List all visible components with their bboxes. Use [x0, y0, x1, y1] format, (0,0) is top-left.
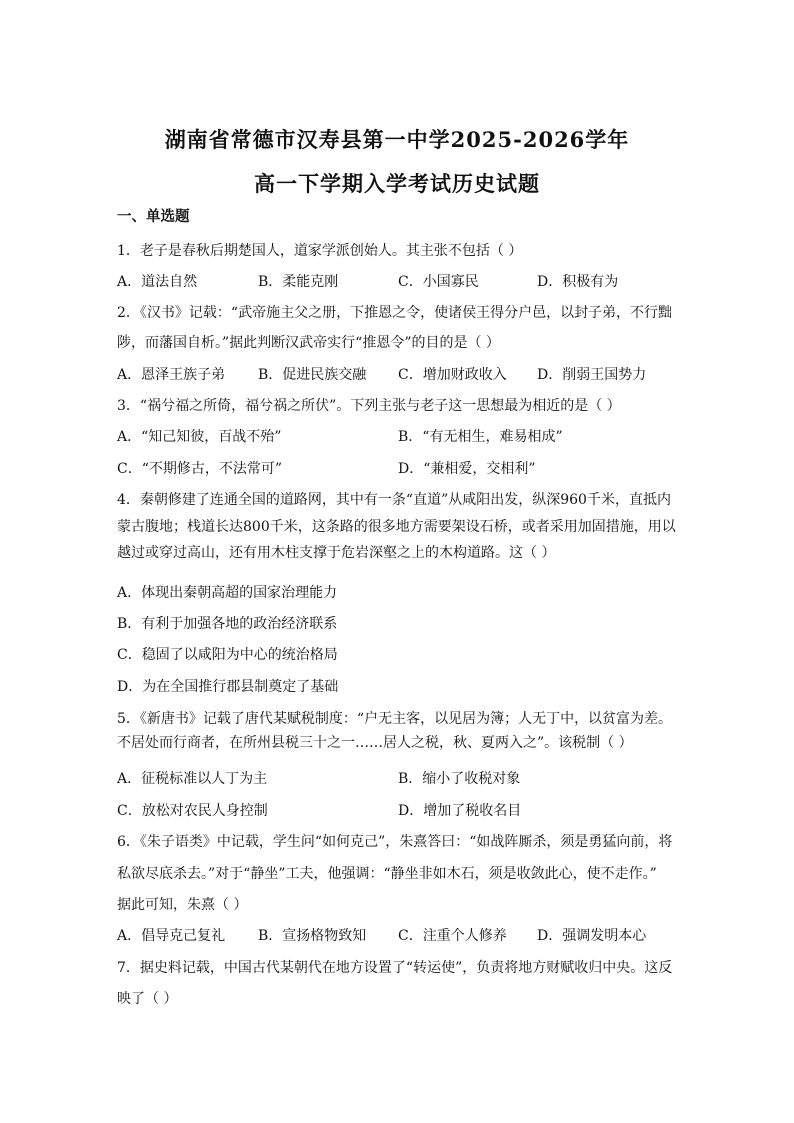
question-1-stem: 1．老子是春秋后期楚国人，道家学派创始人。其主张不包括（ ）: [117, 243, 523, 259]
question-2-option-d: D．削弱王国势力: [537, 367, 647, 383]
question-5-option-c: C．放松对农民人身控制: [117, 803, 268, 819]
question-6-stem-line-3: 据此可知，朱熹（ ）: [117, 897, 248, 913]
question-3-option-d: D．“兼相爱，交相利”: [398, 461, 536, 477]
question-6-option-d: D．强调发明本心: [537, 928, 647, 944]
section-heading: 一、单选题: [117, 208, 190, 225]
question-4-option-d: D．为在全国推行郡县制奠定了基础: [117, 679, 339, 695]
exam-title-line-2: 高一下学期入学考试历史试题: [254, 171, 540, 196]
question-7-stem-line-2: 映了（ ）: [117, 991, 178, 1007]
question-5-option-a: A．征税标准以人丁为主: [117, 771, 268, 787]
question-3-option-b: B．“有无相生，难易相成”: [398, 429, 563, 445]
question-3-option-a: A．“知己知彼，百战不殆”: [117, 429, 282, 445]
question-5-option-b: B．缩小了收税对象: [398, 771, 521, 787]
question-5-stem-line-2: 不居处而行商者，在所州县税三十之一……居人之税，秋、夏两入之”。该税制（ ）: [117, 735, 633, 751]
question-1-option-b: B．柔能克刚: [258, 274, 339, 290]
question-6-option-c: C．注重个人修养: [398, 928, 507, 944]
question-6-option-a: A．倡导克己复礼: [117, 928, 226, 944]
question-3-stem: 3．“祸兮福之所倚，福兮祸之所伏”。下列主张与老子这一思想最为相近的是（ ）: [117, 398, 621, 414]
question-1-option-d: D．积极有为: [537, 274, 619, 290]
question-4-option-b: B．有利于加强各地的政治经济联系: [117, 616, 338, 632]
question-2-option-a: A．恩泽王族子弟: [117, 367, 226, 383]
question-2-stem-line-2: 陟，而藩国自析。”据此判断汉武帝实行“推恩令”的目的是（ ）: [117, 335, 500, 351]
question-5-option-d: D．增加了税收名目: [398, 803, 522, 819]
question-3-option-c: C．“不期修古，不法常可”: [117, 461, 283, 477]
question-4-stem-line-2: 蒙古腹地；栈道长达800千米，这条路的很多地方需要架设石桥，或者采用加固措施，用以: [117, 519, 676, 535]
question-4-option-c: C．稳固了以咸阳为中心的统治格局: [117, 647, 338, 663]
question-2-option-c: C．增加财政收入: [398, 367, 507, 383]
question-1-option-a: A．道法自然: [117, 274, 198, 290]
question-7-stem-line-1: 7．据史料记载，中国古代某朝代在地方设置了“转运使”，负责将地方财赋收归中央。这反: [117, 960, 673, 976]
question-5-stem-line-1: 5．《新唐书》记载了唐代某赋税制度：“户无主客，以见居为簿；人无丁中，以贫富为差。: [117, 711, 673, 727]
question-4-option-a: A．体现出秦朝高超的国家治理能力: [117, 585, 338, 601]
question-4-stem-line-3: 越过或穿过高山，还有用木柱支撑于危岩深壑之上的木构道路。这（ ）: [117, 545, 556, 561]
question-6-stem-line-1: 6．《朱子语类》中记载，学生问“如何克己”，朱熹答曰：“如战阵厮杀，须是勇猛向前，将: [117, 834, 673, 850]
question-2-option-b: B．促进民族交融: [258, 367, 367, 383]
question-6-option-b: B．宣扬格物致知: [258, 928, 367, 944]
exam-title-line-1: 湖南省常德市汉寿县第一中学2025-2026学年: [164, 127, 630, 152]
question-6-stem-line-2: 私欲尽底杀去。”对于“静坐”工夫，他强调：“静坐非如木石，须是收敛此心，使不走作。”: [117, 866, 657, 882]
question-2-stem-line-1: 2．《汉书》记载：“武帝施主父之册，下推恩之令，使诸侯王得分户邑，以封子弟，不行黜: [117, 305, 673, 321]
question-1-option-c: C．小国寡民: [398, 274, 479, 290]
question-4-stem-line-1: 4．秦朝修建了连通全国的道路网，其中有一条“直道”从咸阳出发，纵深960千米，直抵内: [117, 492, 671, 508]
